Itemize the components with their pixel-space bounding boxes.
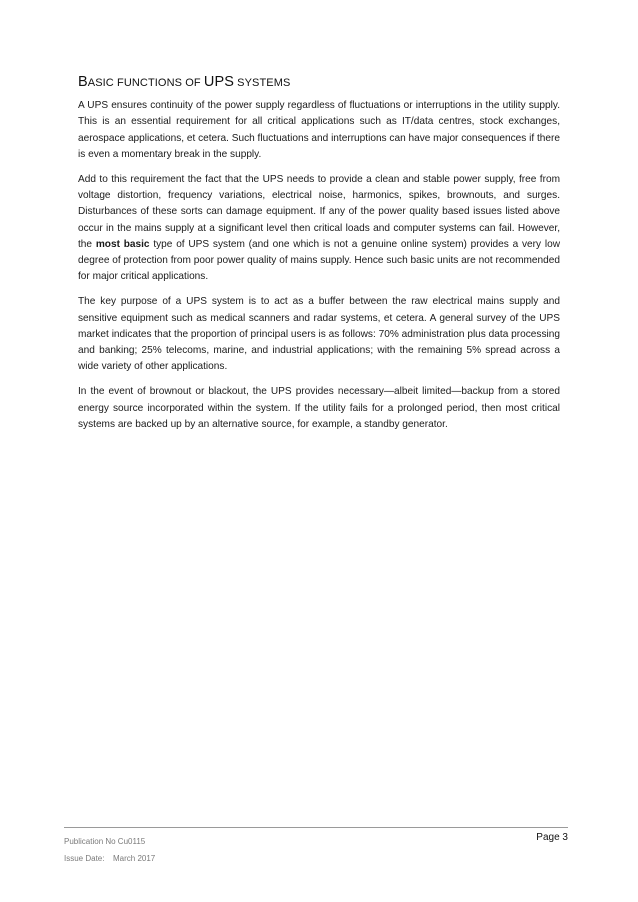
footer-publication: Publication No Cu0115: [64, 837, 146, 846]
footer-issue-label: Issue Date:: [64, 854, 105, 863]
paragraph-2-text-end: type of UPS system (and one which is not a genuine online system) provides a very low degree of protection from poor power quality of mains supply. Hence such basic units are not recommended for major critical applications.: [78, 238, 561, 283]
heading-ups: UPS: [203, 74, 234, 90]
footer-divider: [64, 827, 568, 828]
paragraph-4: In the event of brownout or blackout, the UPS provides necessary—albeit limited—backup from a stored energy source incorporated within the system. If the utility fails for a prolonged period, then most critical systems are backed up by an alternative source, for example, a standby generator.: [78, 386, 560, 430]
footer-issue-date: March 2017: [113, 854, 156, 863]
paragraph-3: The key purpose of a UPS system is to act as a buffer between the raw electrical mains supply and sensitive equipment such as medical scanners and radar systems, et cetera. A general survey of the UPS market indicates that the proportion of principal users is as follows: 70% administration plus data processing and banking; 25% telecoms, marine, and industrial applications; with the remaining 5% spread across a wide variety of other applications.: [78, 296, 560, 373]
heading-systems: SYSTEMS: [234, 77, 291, 89]
section-heading: [78, 74, 560, 90]
footer-info: [64, 833, 155, 867]
heading-initial-b: B: [78, 74, 88, 90]
paragraph-2-bold-most-basic: most basic: [95, 238, 150, 250]
document-body: [78, 74, 560, 442]
heading-basic-functions-of: ASIC FUNCTIONS OF: [87, 77, 204, 89]
page-number: Page 3: [536, 832, 568, 843]
paragraph-2-text-start: Add to this requirement the fact that the UPS needs to provide a clean and stable power supply, free from voltage distortion, frequency variations, electrical noise, harmonics, spikes, brownouts, and surges. Disturbances of these sorts can damage equipment. If any of the power quality based issues listed above occur in the mains supply at a significant level then critical loads and computer systems can fail. However, the: [78, 173, 560, 250]
paragraph-1: A UPS ensures continuity of the power supply regardless of fluctuations or interruptions in the utility supply. This is an essential requirement for all critical applications such as IT/data centres, stock exchanges, aerospace applications, et cetera. Such fluctuations and interruptions can have major consequences if there is even a momentary break in the supply.: [78, 100, 560, 160]
footer-issue: [64, 850, 155, 867]
paragraph-2: [78, 172, 560, 286]
